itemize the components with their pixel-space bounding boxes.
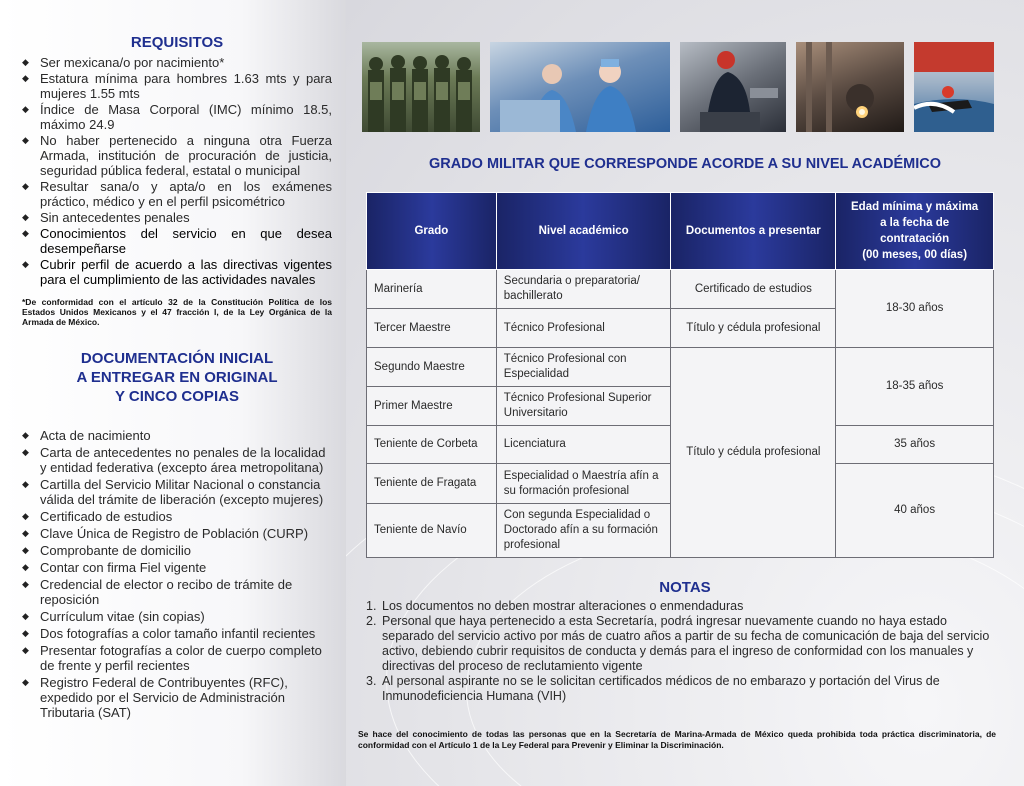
jet-ski-photo bbox=[914, 42, 994, 132]
list-item: ◆ Presentar fotografías a color de cuerpo completo de frente y perfil recientes bbox=[22, 643, 332, 673]
list-item bbox=[364, 674, 996, 704]
list-item: ◆ Conocimientos del servicio en que desea desempeñarse bbox=[22, 226, 332, 256]
list-item: ◆ Acta de nacimiento bbox=[22, 428, 332, 443]
cell-documentos: Certificado de estudios bbox=[671, 270, 836, 309]
list-item: ◆ Índice de Masa Corporal (IMC) mínimo 18.5, máximo 24.9 bbox=[22, 102, 332, 132]
welder-photo bbox=[796, 42, 904, 132]
notas-title: NOTAS bbox=[659, 579, 711, 596]
list-item: ◆ Carta de antecedentes no penales de la localidad y entidad federativa (excepto área metropolitana) bbox=[22, 445, 332, 475]
cell-edad: 18-35 años bbox=[836, 348, 994, 426]
list-item: ◆ Cubrir perfil de acuerdo a las directivas vigentes para el cumplimiento de las actividades navales bbox=[22, 257, 332, 287]
cell-nivel: Secundaria o preparatoria/ bachillerato bbox=[496, 270, 671, 309]
documentacion-list bbox=[22, 428, 332, 720]
grado-title: GRADO MILITAR QUE CORRESPONDE ACORDE A SU NIVEL ACADÉMICO bbox=[428, 156, 942, 172]
list-item: ◆ Cartilla del Servicio Militar Nacional o constancia válida del trámite de liberación (excepto mujeres) bbox=[22, 477, 332, 507]
cell-grado: Segundo Maestre bbox=[367, 348, 497, 387]
cell-nivel: Licenciatura bbox=[496, 426, 671, 464]
cell-grado: Tercer Maestre bbox=[367, 309, 497, 348]
cell-nivel: Con segunda Especialidad o Doctorado afín a su formación profesional bbox=[496, 504, 671, 558]
column-header-edad bbox=[836, 193, 994, 270]
marines-photo bbox=[362, 42, 480, 132]
edad-header-line: Edad mínima y máxima bbox=[851, 201, 979, 213]
list-item: ◆ Sin antecedentes penales bbox=[22, 210, 332, 225]
column-header-grado: Grado bbox=[367, 193, 497, 270]
requisitos-title: REQUISITOS bbox=[130, 34, 224, 51]
list-item: ◆ Registro Federal de Contribuyentes (RFC), expedido por el Servicio de Administración Tributaria (SAT) bbox=[22, 675, 332, 720]
list-item: ◆ Ser mexicana/o por nacimiento* bbox=[22, 55, 332, 70]
column-header-nivel: Nivel académico bbox=[496, 193, 671, 270]
list-item: ◆ Contar con firma Fiel vigente bbox=[22, 560, 332, 575]
cell-grado: Teniente de Corbeta bbox=[367, 426, 497, 464]
list-item: ◆ No haber pertenecido a ninguna otra Fuerza Armada, institución de procuración de justicia, seguridad pública federal, estatal o municipal bbox=[22, 133, 332, 178]
table-header-row bbox=[367, 193, 994, 270]
cell-documentos-merged: Título y cédula profesional bbox=[671, 348, 836, 558]
cell-edad: 35 años bbox=[836, 426, 994, 464]
list-item: ◆ Dos fotografías a color tamaño infantil recientes bbox=[22, 626, 332, 641]
cell-nivel: Técnico Profesional con Especialidad bbox=[496, 348, 671, 387]
column-header-documentos: Documentos a presentar bbox=[671, 193, 836, 270]
documentacion-title bbox=[22, 349, 332, 406]
list-item bbox=[364, 614, 996, 674]
list-item: ◆ Credencial de elector o recibo de trámite de reposición bbox=[22, 577, 332, 607]
edad-header-line: a la fecha de bbox=[880, 217, 950, 229]
edad-header-line: (00 meses, 00 días) bbox=[862, 249, 968, 261]
cell-edad: 40 años bbox=[836, 464, 994, 558]
documentacion-title-line: A ENTREGAR EN ORIGINAL bbox=[76, 369, 278, 386]
list-item: ◆ Resultar sana/o y apta/o en los exámenes práctico, médico y en el perfil psicométrico bbox=[22, 179, 332, 209]
photo-strip bbox=[362, 42, 994, 132]
cell-nivel: Técnico Profesional Superior Universitario bbox=[496, 387, 671, 426]
list-item: ◆ Currículum vitae (sin copias) bbox=[22, 609, 332, 624]
documentacion-title-line: DOCUMENTACIÓN INICIAL bbox=[80, 350, 274, 367]
list-item: ◆ Clave Única de Registro de Población (CURP) bbox=[22, 526, 332, 541]
cell-nivel: Especialidad o Maestría afín a su formación profesional bbox=[496, 464, 671, 504]
cell-documentos: Título y cédula profesional bbox=[671, 309, 836, 348]
edad-header-line: contratación bbox=[880, 233, 950, 245]
grado-table bbox=[366, 192, 994, 558]
cell-edad: 18-30 años bbox=[836, 270, 994, 348]
nota-number: 1. bbox=[366, 599, 377, 613]
requisitos-list bbox=[22, 55, 332, 287]
cell-grado: Primer Maestre bbox=[367, 387, 497, 426]
medical-staff-photo bbox=[490, 42, 670, 132]
list-item: ◆ Comprobante de domicilio bbox=[22, 543, 332, 558]
nota-number: 2. bbox=[366, 614, 377, 628]
disclaimer: Se hace del conocimiento de todas las personas que en la Secretaría de Marina-Armada de México queda prohibida toda práctica discriminatoria, de conformidad con el Artículo 1 de la Ley Federal para Prevenir y Eliminar la Discriminación. bbox=[358, 729, 996, 750]
cell-grado: Marinería bbox=[367, 270, 497, 309]
list-item: ◆ Certificado de estudios bbox=[22, 509, 332, 524]
requisitos-footnote: *De conformidad con el artículo 32 de la Constitución Política de los Estados Unidos Mexicanos y el 47 fracción I, de la Ley Orgánica de la Armada de México. bbox=[22, 297, 332, 327]
table-row bbox=[367, 348, 994, 387]
mechanic-photo bbox=[680, 42, 786, 132]
cell-grado: Teniente de Navío bbox=[367, 504, 497, 558]
nota-number: 3. bbox=[366, 674, 377, 688]
cell-grado: Teniente de Fragata bbox=[367, 464, 497, 504]
nota-text: Personal que haya pertenecido a esta Secretaría, podrá ingresar nuevamente cuando no haya estado separado del servicio activo por más de cuatro años a partir de su fecha de comunicación de baja del servicio activo, debiendo cubrir requisitos de conducta y demás para el ingreso de conformidad con los manuales y directivas del proceso de reclutamiento vigente bbox=[382, 614, 990, 673]
nota-text: Los documentos no deben mostrar alteraciones o enmendaduras bbox=[382, 599, 744, 613]
list-item: ◆ Estatura mínima para hombres 1.63 mts y para mujeres 1.55 mts bbox=[22, 71, 332, 101]
documentacion-title-line: Y CINCO COPIAS bbox=[115, 388, 239, 405]
table-row bbox=[367, 270, 994, 309]
list-item bbox=[364, 599, 996, 614]
left-panel bbox=[0, 0, 346, 786]
nota-text: Al personal aspirante no se le solicitan certificados médicos de no embarazo y portación del Virus de Inmunodeficiencia Humana (VIH) bbox=[382, 674, 940, 703]
cell-nivel: Técnico Profesional bbox=[496, 309, 671, 348]
notas-list bbox=[364, 599, 996, 704]
right-panel bbox=[346, 0, 1024, 786]
